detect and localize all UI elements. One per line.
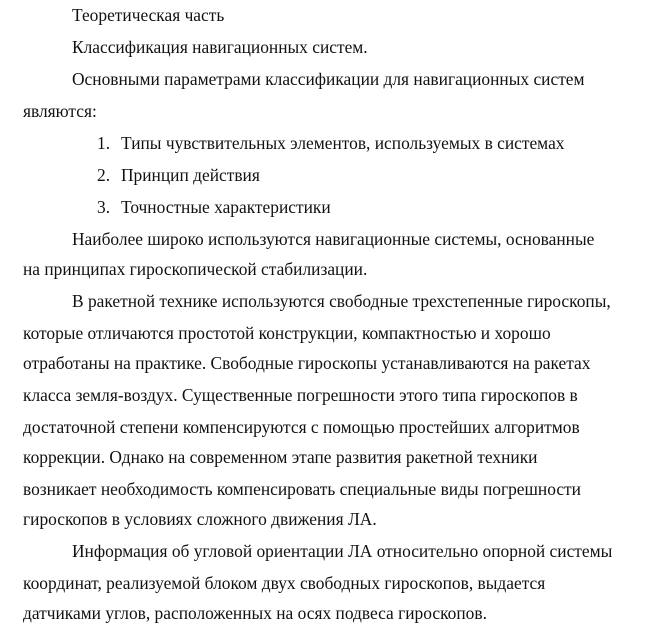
list-number: 1. (97, 133, 111, 153)
list-item (97, 196, 331, 218)
paragraph-2-line-2: которые отличаются простотой конструкции, компактностью и хорошо (23, 323, 551, 343)
list-text: Точностные характеристики (121, 197, 331, 217)
list-text: Типы чувствительных элементов, используемых в системах (121, 133, 565, 153)
list-item (97, 164, 260, 186)
list-number: 2. (97, 165, 111, 185)
section-heading: Теоретическая часть (72, 5, 225, 25)
paragraph-1-line-1: Наиболее широко используются навигационные системы, основанные (72, 229, 595, 249)
list-number: 3. (97, 197, 111, 217)
list-text: Принцип действия (121, 165, 260, 185)
paragraph-2-line-6: коррекции. Однако на современном этапе развития ракетной техники (23, 447, 538, 467)
intro-line-1: Основными параметрами классификации для навигационных систем (72, 69, 585, 89)
section-subheading: Классификация навигационных систем. (72, 37, 368, 57)
paragraph-2-line-1: В ракетной технике используются свободные трехстепенные гироскопы, (72, 291, 611, 311)
paragraph-3-line-2: координат, реализуемой блоком двух свободных гироскопов, выдается (23, 573, 546, 593)
list-item (97, 132, 565, 154)
paragraph-1-line-2: на принципах гироскопической стабилизации. (23, 259, 368, 279)
paragraph-2-line-4: класса земля-воздух. Существенные погрешности этого типа гироскопов в (23, 385, 578, 405)
paragraph-2-line-3: отработаны на практике. Свободные гироскопы устанавливаются на ракетах (23, 353, 591, 373)
paragraph-2-line-5: достаточной степени компенсируются с помощью простейших алгоритмов (23, 417, 580, 437)
paragraph-3-line-1: Информация об угловой ориентации ЛА относительно опорной системы (72, 541, 613, 561)
paragraph-2-line-7: возникает необходимость компенсировать специальные виды погрешности (23, 479, 581, 499)
paragraph-3-line-3: датчиками углов, расположенных на осях подвеса гироскопов. (23, 603, 487, 623)
paragraph-2-line-8: гироскопов в условиях сложного движения ЛА. (23, 509, 377, 529)
intro-line-2: являются: (23, 101, 97, 121)
